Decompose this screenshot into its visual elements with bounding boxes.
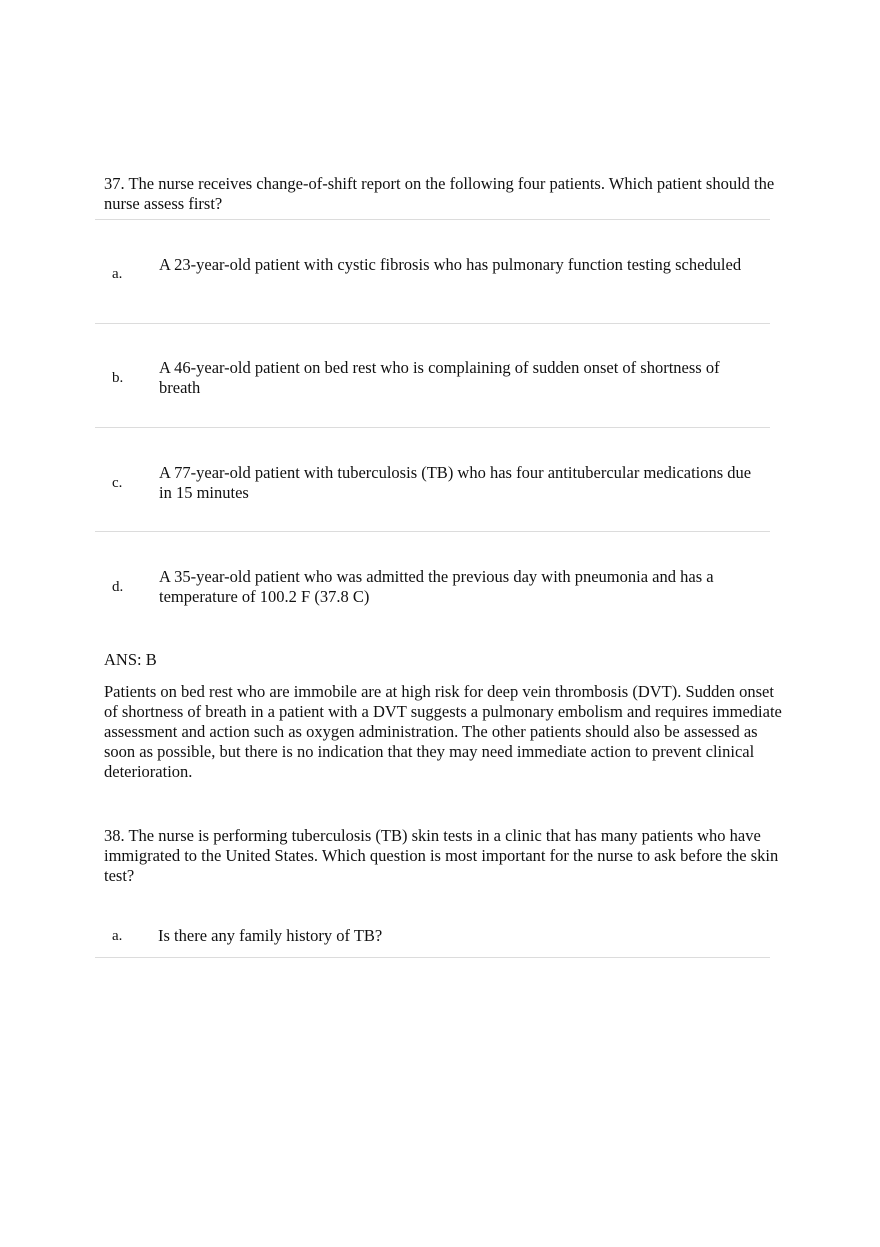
question-38-stem: 38. The nurse is performing tuberculosis (TB) skin tests in a clinic that has many patients who have immigrated to the United States. Which question is most important for the nurse to ask before the skin test? [104,826,779,885]
divider [95,219,770,220]
option-letter-c: c. [112,475,123,491]
divider [95,531,770,532]
option-letter-a: a. [112,928,123,944]
answer-label: ANS: B [104,650,157,669]
option-letter-b: b. [112,370,124,386]
option-text-b: A 46-year-old patient on bed rest who is complaining of sudden onset of shortness of breath [159,358,720,397]
option-letter-d: d. [112,579,124,595]
option-text-c: A 77-year-old patient with tuberculosis (TB) who has four antitubercular medications due in 15 minutes [159,463,752,502]
option-text-d: A 35-year-old patient who was admitted the previous day with pneumonia and has a temperature of 100.2 F (37.8 C) [159,567,714,606]
option-text-a: Is there any family history of TB? [158,926,383,945]
rationale-text: Patients on bed rest who are immobile are at high risk for deep vein thrombosis (DVT). Sudden onset of shortness of breath in a patient with a DVT suggests a pulmonary embolism and requires immediate assessment and action such as oxygen administration. The other patients should also be assessed as soon as possible, but there is no indication that they may need immediate action to prevent clinical deterioration. [104,682,782,781]
option-letter-a: a. [112,266,123,282]
option-text-a: A 23-year-old patient with cystic fibrosis who has pulmonary function testing scheduled [159,255,742,274]
question-37-stem: 37. The nurse receives change-of-shift report on the following four patients. Which patient should the nurse assess first? [104,174,775,213]
divider [95,427,770,428]
divider [95,957,770,958]
divider [95,323,770,324]
